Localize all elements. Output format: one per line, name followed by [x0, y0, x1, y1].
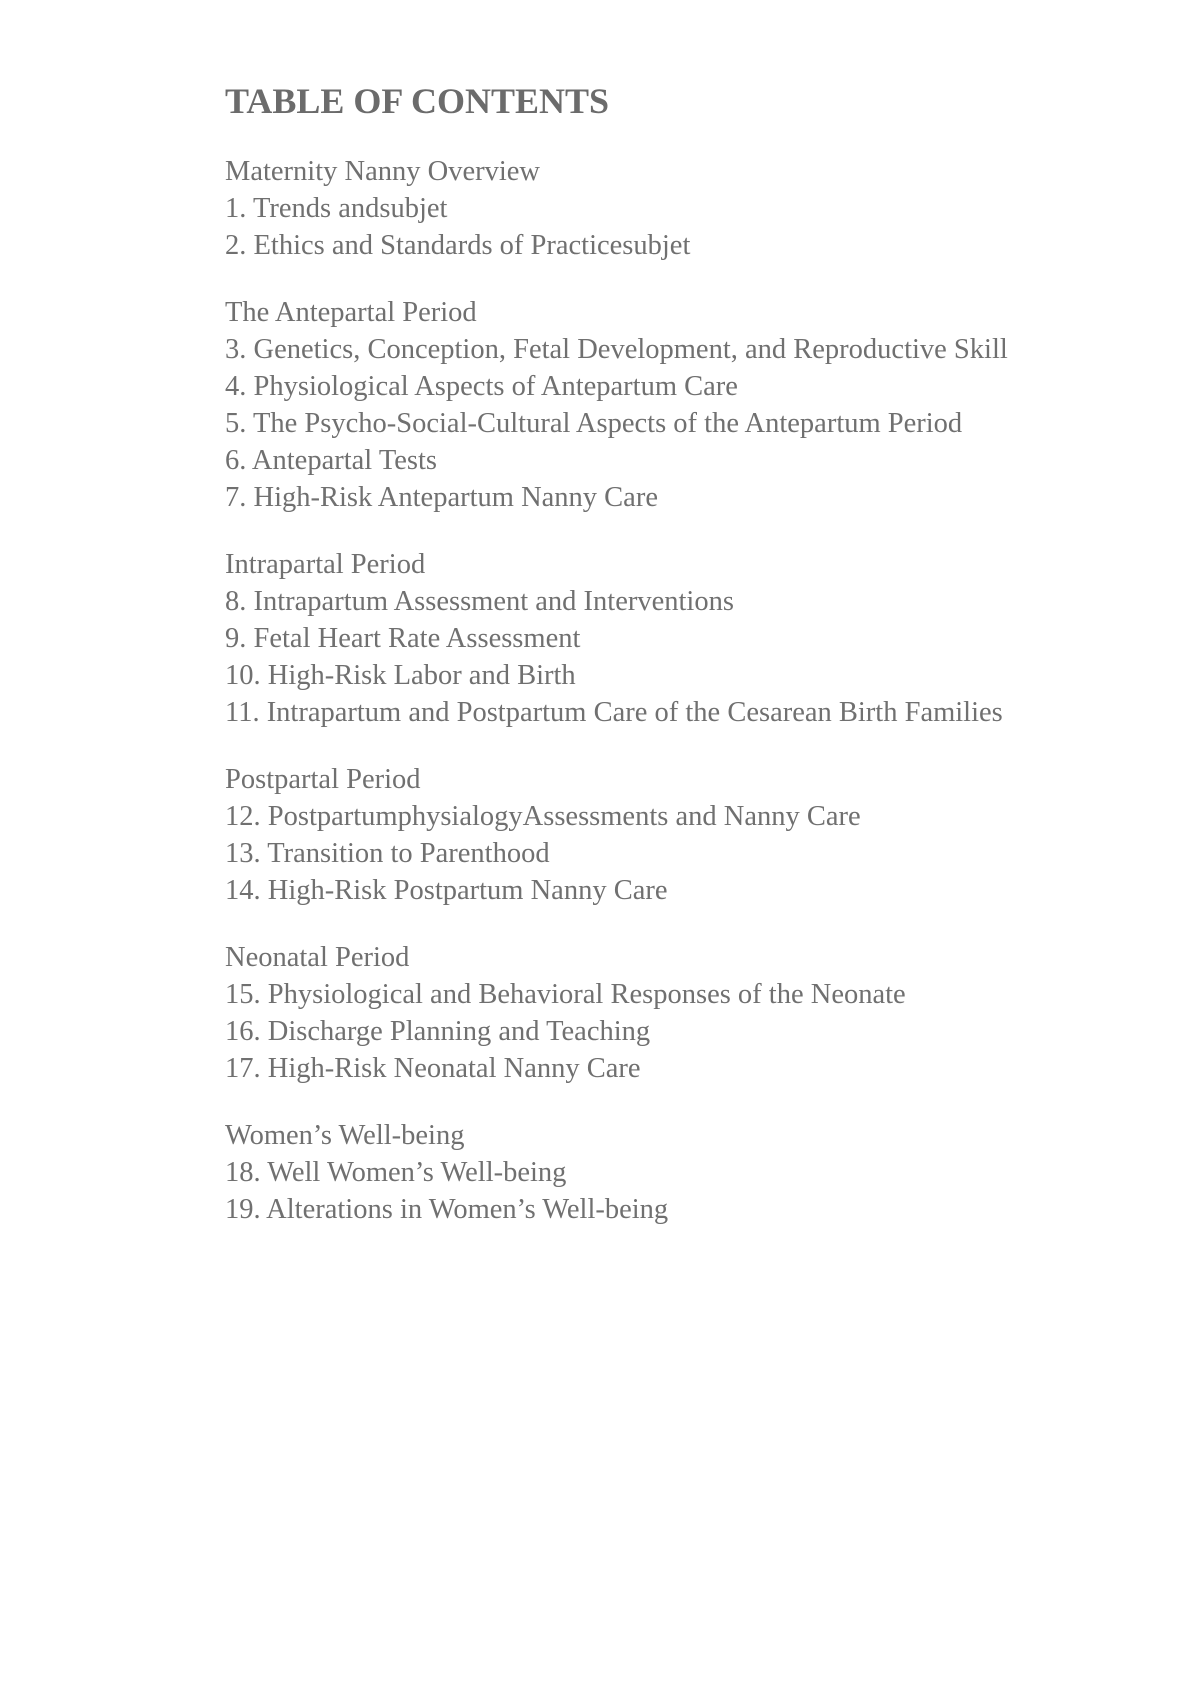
toc-entry: 4. Physiological Aspects of Antepartum Care: [225, 371, 738, 402]
toc-entry: 17. High-Risk Neonatal Nanny Care: [225, 1053, 641, 1084]
section-heading: Intrapartal Period: [225, 549, 426, 580]
toc-entry: 8. Intrapartum Assessment and Interventions: [225, 586, 734, 617]
toc-entry: 19. Alterations in Women’s Well-being: [225, 1194, 669, 1225]
section-heading: Neonatal Period: [225, 942, 410, 973]
toc-entry: 14. High-Risk Postpartum Nanny Care: [225, 875, 668, 906]
section-heading: The Antepartal Period: [225, 297, 477, 328]
toc-entry: 16. Discharge Planning and Teaching: [225, 1016, 651, 1047]
toc-entry: 10. High-Risk Labor and Birth: [225, 660, 576, 691]
toc-entry: 13. Transition to Parenthood: [225, 838, 550, 869]
table-of-contents: [225, 80, 1125, 1258]
toc-entry: 15. Physiological and Behavioral Responses of the Neonate: [225, 979, 906, 1010]
toc-entry: 9. Fetal Heart Rate Assessment: [225, 623, 581, 654]
toc-entry: 1. Trends andsubjet: [225, 193, 448, 224]
toc-section-intrapartal-period: [225, 546, 1125, 731]
toc-entry: 2. Ethics and Standards of Practicesubjet: [225, 230, 691, 261]
toc-entry: 6. Antepartal Tests: [225, 445, 437, 476]
toc-section-antepartal-period: [225, 294, 1125, 516]
toc-section-neonatal-period: [225, 939, 1125, 1087]
toc-entry: 3. Genetics, Conception, Fetal Development, and Reproductive Skill: [225, 334, 1008, 365]
toc-title: TABLE OF CONTENTS: [225, 81, 610, 121]
section-heading: Maternity Nanny Overview: [225, 156, 540, 187]
toc-entry: 12. PostpartumphysialogyAssessments and Nanny Care: [225, 801, 861, 832]
section-heading: Women’s Well-being: [225, 1120, 465, 1151]
toc-entry: 5. The Psycho-Social-Cultural Aspects of the Antepartum Period: [225, 408, 963, 439]
toc-section-maternity-nanny-overview: [225, 153, 1125, 264]
toc-section-postpartal-period: [225, 761, 1125, 909]
toc-entry: 7. High-Risk Antepartum Nanny Care: [225, 482, 658, 513]
toc-entry: 11. Intrapartum and Postpartum Care of the Cesarean Birth Families: [225, 697, 1003, 728]
toc-section-womens-well-being: [225, 1117, 1125, 1228]
toc-entry: 18. Well Women’s Well-being: [225, 1157, 567, 1188]
section-heading: Postpartal Period: [225, 764, 421, 795]
